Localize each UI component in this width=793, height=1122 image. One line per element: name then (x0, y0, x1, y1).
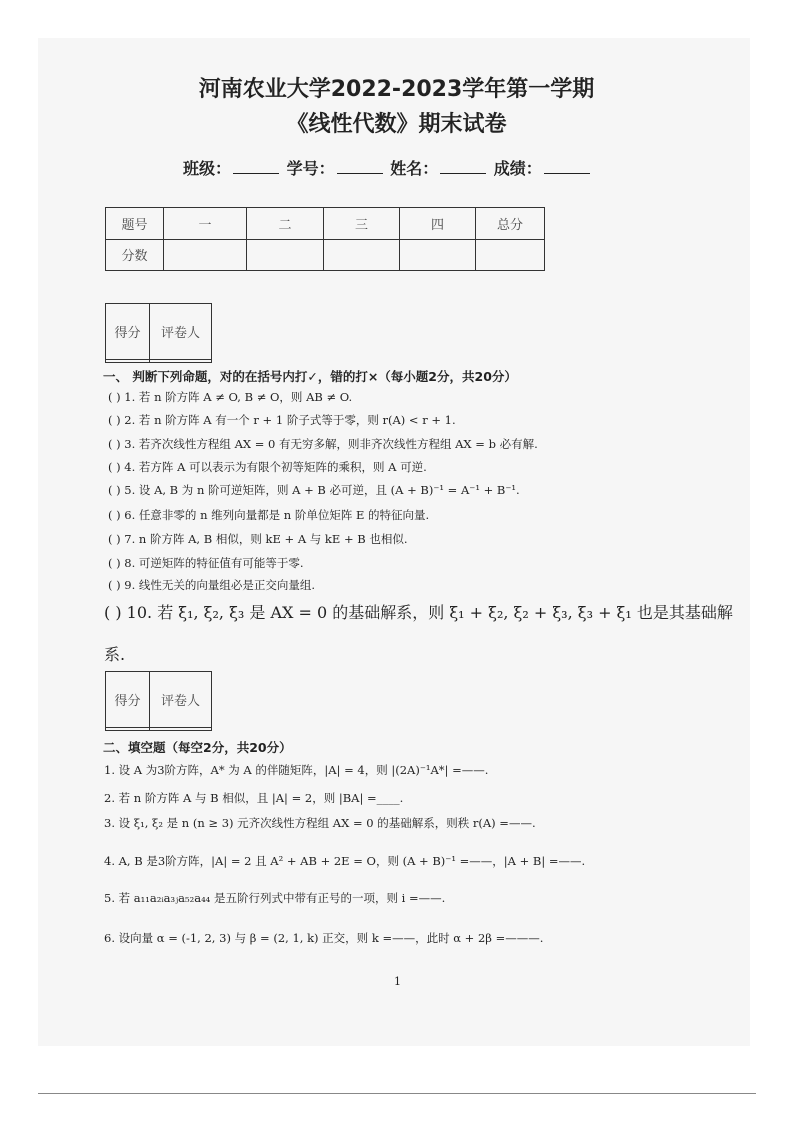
section1-title: 一、 判断下列命题，对的在括号内打✓，错的打×（每小题2分，共20分） (103, 369, 517, 384)
table-cell: 评卷人 (150, 672, 212, 728)
table-cell: 二 (247, 208, 324, 240)
table-cell (247, 239, 324, 271)
list-item: ( ) 1. 若 n 阶方阵 A ≠ O, B ≠ O，则 AB ≠ O. (108, 390, 353, 404)
list-item: 1. 设 A 为3阶方阵，A* 为 A 的伴随矩阵，|A| = 4，则 |(2A)⁻¹A*| =——. (104, 763, 489, 777)
table-cell (106, 728, 150, 731)
table-cell: 评卷人 (150, 304, 212, 360)
table-cell: 分数 (106, 239, 164, 271)
table-row (106, 304, 212, 360)
name-label: 姓名： (390, 159, 439, 178)
list-item: ( ) 4. 若方阵 A 可以表示为有限个初等矩阵的乘积，则 A 可逆. (108, 460, 427, 474)
table-row (106, 360, 212, 363)
class-blank (233, 159, 279, 174)
table-cell (150, 728, 212, 731)
table-row (106, 208, 545, 240)
table-cell (324, 239, 400, 271)
grade-blank (544, 159, 590, 174)
table-cell (150, 360, 212, 363)
list-item: ( ) 9. 线性无关的向量组必是正交向量组. (108, 578, 316, 592)
table-cell (476, 239, 545, 271)
list-item: ( ) 2. 若 n 阶方阵 A 有一个 r + 1 阶子式等于零，则 r(A) < r + 1. (108, 413, 456, 427)
list-item: ( ) 5. 设 A, B 为 n 阶可逆矩阵，则 A + B 必可逆，且 (A + B)⁻¹ = A⁻¹ + B⁻¹. (108, 483, 520, 497)
list-item: ( ) 8. 可逆矩阵的特征值有可能等于零. (108, 556, 304, 570)
table-row (106, 728, 212, 731)
section2-title: 二、填空题（每空2分，共20分） (103, 740, 292, 755)
table-cell: 总分 (476, 208, 545, 240)
student-info-line (183, 156, 592, 179)
table-cell: 三 (324, 208, 400, 240)
grader-table-2 (105, 671, 212, 731)
table-cell: 四 (400, 208, 476, 240)
grader-table-1 (105, 303, 212, 363)
id-label: 学号： (286, 159, 335, 178)
id-blank (337, 159, 383, 174)
list-item: 6. 设向量 α = (-1, 2, 3) 与 β = (2, 1, k) 正交，则 k =——，此时 α + 2β =———. (104, 931, 544, 945)
class-label: 班级： (183, 159, 232, 178)
table-row (106, 672, 212, 728)
list-item-continuation: 系. (104, 645, 126, 664)
table-cell: 得分 (106, 672, 150, 728)
table-cell (400, 239, 476, 271)
table-cell (164, 239, 247, 271)
table-cell (106, 360, 150, 363)
list-item: 2. 若 n 阶方阵 A 与 B 相似，且 |A| = 2，则 |BA| =____. (104, 791, 404, 805)
name-blank (440, 159, 486, 174)
list-item: ( ) 7. n 阶方阵 A, B 相似，则 kE + A 与 kE + B 也相似. (108, 532, 408, 546)
table-row (106, 239, 545, 271)
exam-title: 河南农业大学2022-2023学年第一学期 (198, 77, 595, 102)
list-item: 4. A, B 是3阶方阵，|A| = 2 且 A² + AB + 2E = O，则 (A + B)⁻¹ =——，|A + B| =——. (104, 854, 586, 868)
footer-divider (38, 1093, 756, 1094)
list-item: 5. 若 a₁₁a₂ᵢa₃ⱼa₅₂a₄₄ 是五阶行列式中带有正号的一项，则 i =——. (104, 891, 446, 905)
list-item: ( ) 3. 若齐次线性方程组 AX = 0 有无穷多解，则非齐次线性方程组 AX = b 必有解. (108, 437, 538, 451)
page-number: 1 (394, 975, 401, 988)
grade-label: 成绩： (493, 159, 542, 178)
list-item: ( ) 6. 任意非零的 n 维列向量都是 n 阶单位矩阵 E 的特征向量. (108, 508, 430, 522)
list-item: 3. 设 ξ₁, ξ₂ 是 n (n ≥ 3) 元齐次线性方程组 AX = 0 的基础解系，则秩 r(A) =——. (104, 816, 536, 830)
table-cell: 得分 (106, 304, 150, 360)
table-cell: 一 (164, 208, 247, 240)
score-table (105, 207, 545, 271)
table-cell: 题号 (106, 208, 164, 240)
list-item: ( ) 10. 若 ξ₁, ξ₂, ξ₃ 是 AX = 0 的基础解系，则 ξ₁ + ξ₂, ξ₂ + ξ₃, ξ₃ + ξ₁ 也是其基础解 (104, 603, 733, 622)
exam-subtitle: 《线性代数》期末试卷 (286, 112, 507, 137)
